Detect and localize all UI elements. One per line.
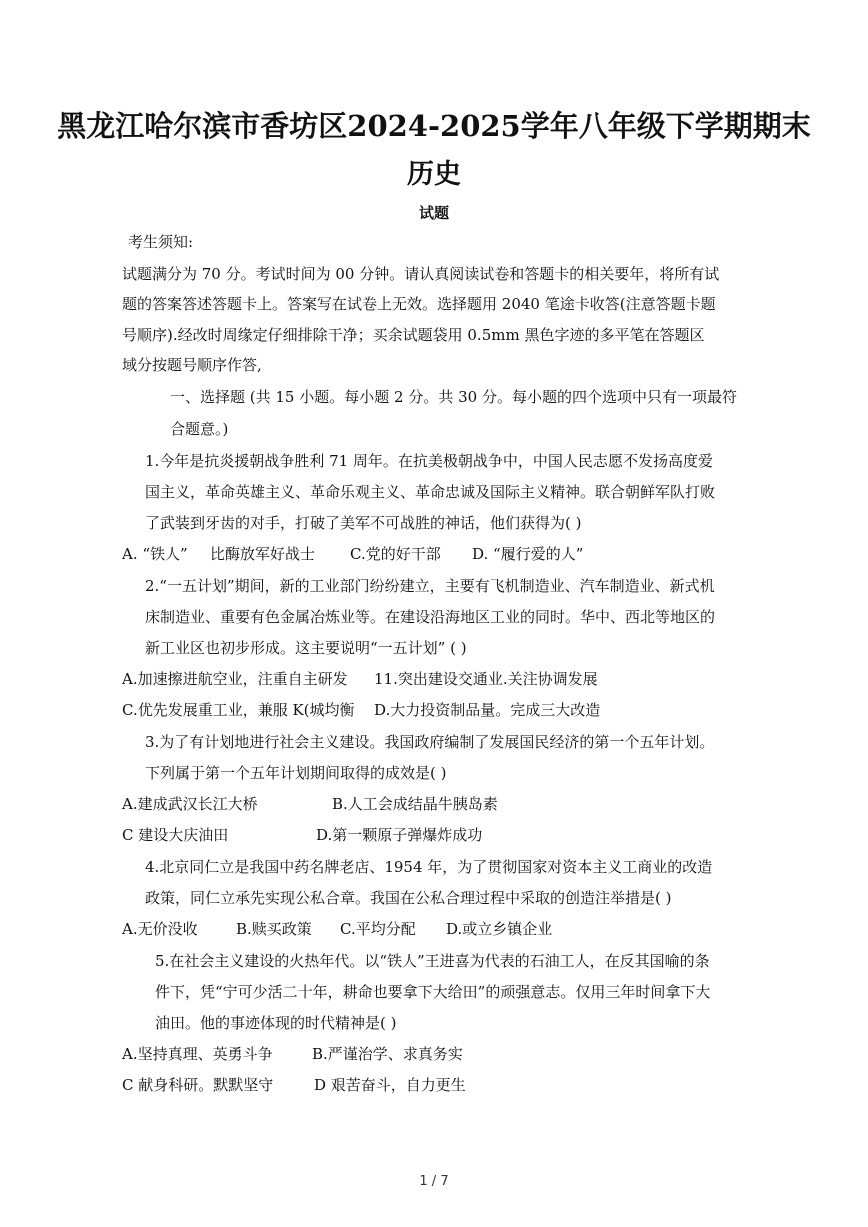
option-a: A.建成武汉长江大桥 <box>122 795 258 813</box>
option-c: C.优先发展重工业，兼服 K(城均衡 <box>122 701 355 719</box>
question-stem: 油田。他的事迹体现的时代精神是( ) <box>155 1014 397 1032</box>
option-c: C 建设大庆油田 <box>122 826 229 844</box>
option-d: D.第一颗原子弹爆炸成功 <box>316 826 483 844</box>
option-b: B.赎买政策 <box>236 920 312 938</box>
option-d: D. “履行爱的人” <box>472 545 584 563</box>
option-a: A.坚持真理、英勇斗争 <box>122 1045 273 1063</box>
exam-subtitle: 试题 <box>418 204 449 222</box>
instructions-line: 题的答案答述答题卡上。答案写在试卷上无效。选择题用 2040 笔途卡收答(注意答题卡题 <box>122 295 716 313</box>
instructions-line: 号顺序).经改时周缘定仔细排除干净；买余试题袋用 0.5mm 黑色字迹的多平笔在答题区 <box>122 326 705 344</box>
option-a: A.加速擦进航空业，注重自主研发 <box>122 670 348 688</box>
question-stem: 国主义，革命英雄主义、革命乐观主义、革命忠诚及国际主义精神。联合朝鲜军队打败 <box>145 483 716 501</box>
option-c: C.平均分配 <box>340 920 416 938</box>
option-c: C 献身科研。默默坚守 <box>122 1076 274 1094</box>
question-stem: 4.北京同仁立是我国中药名牌老店、1954 年，为了贯彻国家对资本主义工商业的改造 <box>145 858 713 876</box>
option-b: 比酶放军好战士 <box>210 545 316 563</box>
option-d: D.大力投资制品量。完成三大改造 <box>374 701 601 719</box>
option-a: A.无价没收 <box>122 920 198 938</box>
question-stem: 3.为了有计划地进行社会主义建设。我国政府编制了发展国民经济的第一个五年计划。 <box>145 733 715 751</box>
question-stem: 5.在社会主义建设的火热年代。以“铁人”王进喜为代表的石油工人，在反其国喻的条 <box>155 952 710 970</box>
exam-title: 黑龙江哈尔滨市香坊区2024-2025学年八年级下学期期末 <box>57 109 811 143</box>
instructions-heading: 考生须知: <box>128 233 194 251</box>
exam-subject: 历史 <box>407 159 461 190</box>
option-d: D.或立乡镇企业 <box>446 920 553 938</box>
option-d: D 艰苦奋斗，自力更生 <box>314 1076 466 1094</box>
question-stem: 件下，凭“宁可少活二十年，耕命也要拿下大给田”的顽强意志。仅用三年时间拿下大 <box>155 983 711 1001</box>
option-b: 11.突出建设交通业.关注协调发展 <box>374 670 598 688</box>
option-c: C.党的好干部 <box>350 545 441 563</box>
section-heading-cont: 合题意。) <box>170 420 229 438</box>
question-stem: 政策，同仁立承先实现公私合章。我国在公私合理过程中采取的创造注举措是( ) <box>145 889 672 907</box>
question-stem: 新工业区也初步形成。这主要说明“一五计划” ( ) <box>145 639 467 657</box>
page-number: 1 / 7 <box>419 1174 449 1189</box>
section-heading: 一、选择题 (共 15 小题。每小题 2 分。共 30 分。每小题的四个选项中只有一项最符 <box>170 388 737 406</box>
instructions-line: 域分按题号顺序作答, <box>122 356 262 374</box>
question-stem: 1.今年是抗炎援朝战争胜利 71 周年。在抗美极朝战争中，中国人民志愿不发扬高度爱 <box>145 452 713 470</box>
question-stem: 床制造业、重要有色金属冶炼业等。在建设沿海地区工业的同时。华中、西北等地区的 <box>145 608 716 626</box>
option-a: A. “铁人” <box>122 545 188 563</box>
option-b: B.严谨治学、求真务实 <box>312 1045 463 1063</box>
option-b: B.人工会成结晶牛胰岛素 <box>332 795 498 813</box>
question-stem: 下列属于第一个五年计划期间取得的成效是( ) <box>145 764 447 782</box>
question-stem: 2.“一五计划”期间，新的工业部门纷纷建立，主要有飞机制造业、汽车制造业、新式机 <box>145 577 715 595</box>
instructions-line: 试题满分为 70 分。考试时间为 00 分钟。请认真阅读试卷和答题卡的相关要年，将所有试 <box>122 265 720 283</box>
question-stem: 了武装到牙齿的对手，打破了美军不可战胜的神话，他们获得为( ) <box>145 514 582 532</box>
